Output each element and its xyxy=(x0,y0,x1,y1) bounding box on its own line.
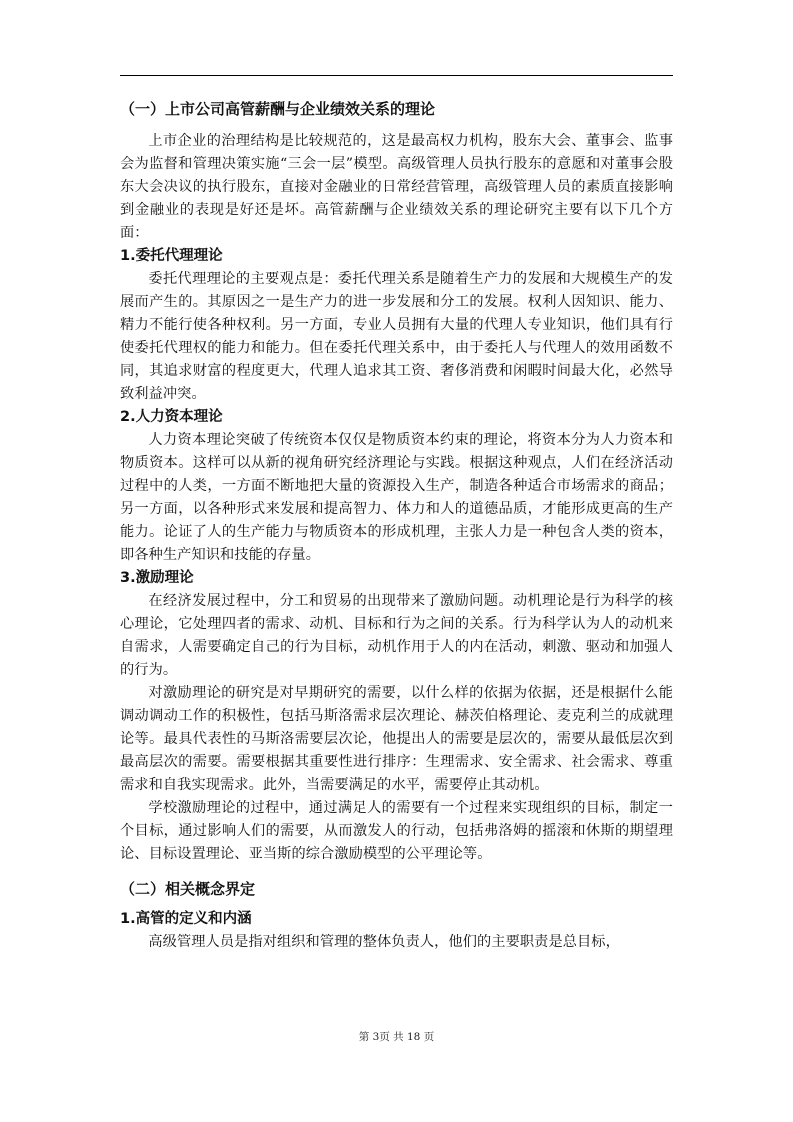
paragraph-agency: 委托代理理论的主要观点是：委托代理关系是随着生产力的发展和大规模生产的发展而产生的。其原因之一是生产力的进一步发展和分工的发展。权利人因知识、能力、精力不能行使各种权利。另一方面，专业人员拥有大量的代理人专业知识，他们具有行使委托代理权的能力和能力。但在委托代理关系中，由于委托人与代理人的效用函数不同，其追求财富的程度更大，代理人追求其工资、奢侈消费和闲暇时间最大化，必然导致利益冲突。 xyxy=(120,271,673,402)
section2-title: （二）相关概念界定 xyxy=(120,880,256,898)
page-footer: 第 3页 共 18 页 xyxy=(358,1031,435,1043)
subsection-heading-executive-definition: 1.高管的定义和内涵 xyxy=(120,911,252,927)
page-content xyxy=(120,94,673,954)
header-rule xyxy=(120,75,673,76)
paragraph-executive-definition: 高级管理人员是指对组织和管理的整体负责人，他们的主要职责是总目标， xyxy=(148,934,620,950)
subsection-heading-incentive: 3.激励理论 xyxy=(120,570,194,586)
paragraph-incentive-3: 学校激励理论的过程中，通过满足人的需要有一个过程来实现组织的目标，制定一个目标，通过影响人们的需要，从而激发人的行动，包括弗洛姆的摇滚和休斯的期望理论、目标设置理论、亚当斯的综合激励模型的公平理论等。 xyxy=(120,800,673,862)
paragraph-incentive-1: 在经济发展过程中，分工和贸易的出现带来了激励问题。动机理论是行为科学的核心理论，它处理四者的需求、动机、目标和行为之间的关系。行为科学认为人的动机来自需求，人需要确定自己的行为目标，动机作用于人的内在活动，刺激、驱动和加强人的行为。 xyxy=(120,593,673,678)
paragraph-incentive-2: 对激励理论的研究是对早期研究的需要，以什么样的依据为依据，还是根据什么能调动调动工作的积极性，包括马斯洛需求层次理论、赫茨伯格理论、麦克利兰的成就理论等。最具代表性的马斯洛需要层次论，他提出人的需要是层次的，需要从最低层次到最高层次的需要。需要根据其重要性进行排序：生理需求、安全需求、社会需求、尊重需求和自我实现需求。此外，当需要满足的水平，需要停止其动机。 xyxy=(120,685,673,793)
subsection-heading-agency: 1.委托代理理论 xyxy=(120,248,223,264)
section1-intro: 上市企业的治理结构是比较规范的，这是最高权力机构，股东大会、董事会、监事会为监督和管理决策实施“三会一层”模型。高级管理人员执行股东的意愿和对董事会股东大会决议的执行股东，直接对金融业的日常经营管理，高级管理人员的素质直接影响到金融业的表现是好还是坏。高管薪酬与企业绩效关系的理论研究主要有以下几个方面： xyxy=(120,133,673,241)
subsection-heading-human-capital: 2.人力资本理论 xyxy=(120,409,223,425)
paragraph-human-capital: 人力资本理论突破了传统资本仅仅是物质资本约束的理论，将资本分为人力资本和物质资本。这样可以从新的视角研究经济理论与实践。根据这种观点，人们在经济活动过程中的人类，一方面不断地把大量的资源投入生产，制造各种适合市场需求的商品；另一方面，以各种形式来发展和提高智力、体力和人的道德品质，才能形成更高的生产能力。论证了人的生产能力与物质资本的形成机理，主张人力是一种包含人类的资本，即各种生产知识和技能的存量。 xyxy=(120,432,673,563)
section1-title: （一）上市公司高管薪酬与企业绩效关系的理论 xyxy=(120,100,436,118)
